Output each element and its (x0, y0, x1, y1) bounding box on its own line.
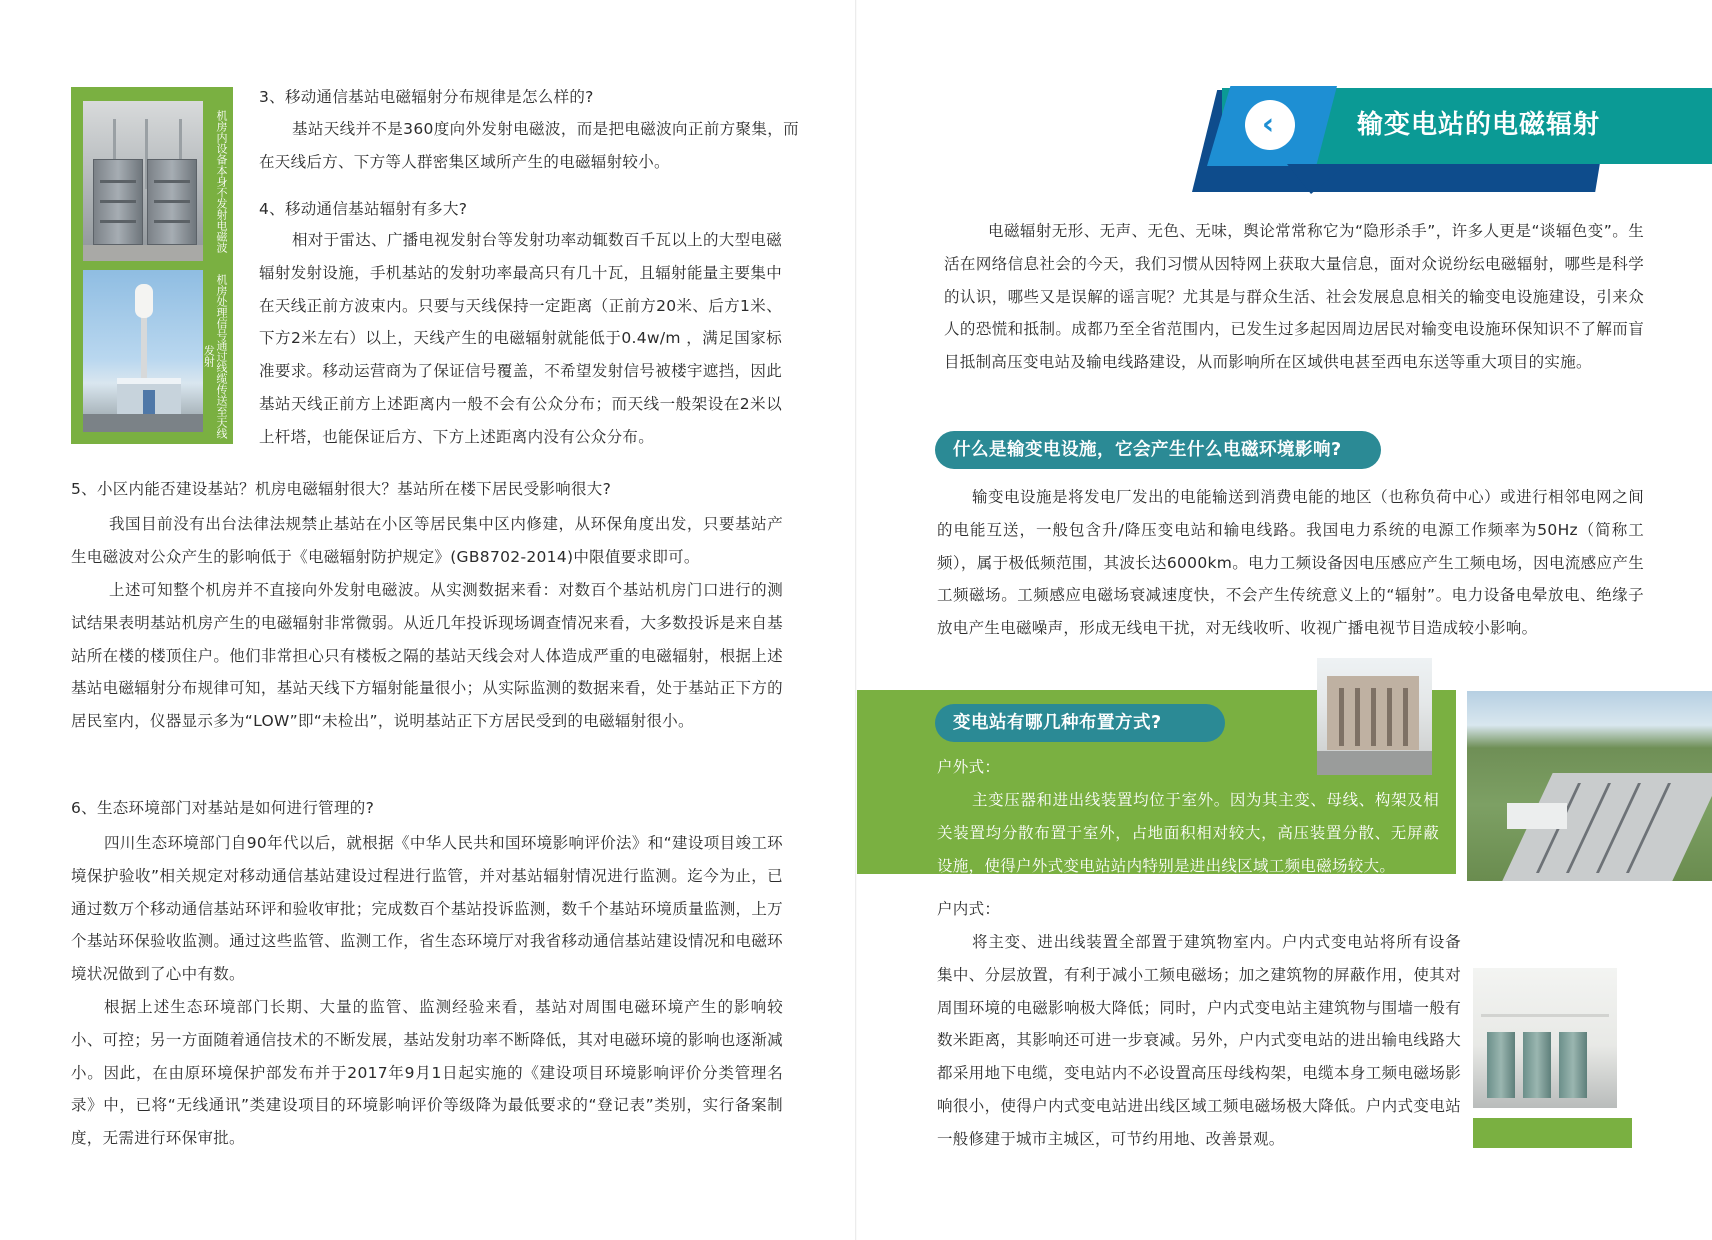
outdoor-label: 户外式： (937, 758, 1001, 776)
rooftop-antenna-photo (83, 270, 203, 432)
q4-heading: 4、移动通信基站辐射有多大? (259, 200, 468, 218)
q5-para1: 我国目前没有出台法律法规禁止基站在小区等居民集中区内修建，从环保角度出发，只要基站产生电磁波对公众产生的影响低于《电磁辐射防护规定》(GB8702-2014)中限值要求即可。 (71, 515, 783, 566)
q6-para1: 四川生态环境部门自90年代以后，就根据《中华人民共和国环境影响评价法》和“建设项目竣工环境保护验收”相关规定对移动通信基站建设过程进行监管，并对基站辐射情况进行监测。迄今为止，已通过数万个移动通信基站环评和验收审批；完成数百个基站投诉监测，数千个基站环境质量监测，上万个基站环保验收监测。通过这些监管、监测工作，省生态环境厅对我省移动通信基站建设情况和电磁环境状况做到了心中有数。 (71, 834, 783, 984)
q4-body: 相对于雷达、广播电视发射台等发射功率动辄数百千瓦以上的大型电磁辐射发射设施，手机基站的发射功率最高只有几十瓦，且辐射能量主要集中在天线正前方波束内。只要与天线保持一定距离（正前方20米、后方1米、下方2米左右）以上，天线产生的电磁辐射就能低于0.4w/m ，满足国家标准要求。移动运营商为了保证信号覆盖，不希望发射信号被楼宇遮挡，因此基站天线正前方上述距离内一般不会有公众分布；而天线一般架设在2米以上杆塔，也能保证后方、下方上述距离内没有公众分布。 (259, 231, 782, 446)
chevron-left-circle-icon: ‹ (1245, 100, 1295, 150)
indoor-body: 将主变、进出线装置全部置于建筑物室内。户内式变电站将所有设备集中、分层放置，有利于减小工频电磁场；加之建筑物的屏蔽作用，使其对周围环境的电磁影响极大降低；同时，户内式变电站主建筑物与围墙一般有数米距离，其影响还可进一步衰减。另外，户内式变电站的进出输电线路大都采用地下电缆，变电站内不必设置高压母线构架，电缆本身工频电磁场影响很小，使得户内式变电站进出线区域工频电磁场极大降低。户内式变电站一般修建于城市主城区，可节约用地、改善景观。 (937, 933, 1461, 1148)
substation-building-photo (1317, 658, 1432, 775)
intro-paragraph: 电磁辐射无形、无声、无色、无味，舆论常常称它为“隐形杀手”，许多人更是“谈辐色变”。生活在网络信息社会的今天，我们习惯从因特网上获取大量信息，面对众说纷纭电磁辐射，哪些是科学的认识，哪些又是误解的谣言呢？尤其是与群众生活、社会发展息息相关的输变电设施建设，引来众人的恐慌和抵制。成都乃至全省范围内，已发生过多起因周边居民对输变电设施环保知识不了解而盲目抵制高压变电站及输电线路建设，从而影响所在区域供电甚至西电东送等重大项目的实施。 (944, 222, 1644, 372)
indoor-photo-caption: 机房内设备本身不发射电磁波 (215, 109, 228, 253)
q5-para2: 上述可知整个机房并不直接向外发射电磁波。从实测数据来看：对数百个基站机房门口进行的测试结果表明基站机房产生的电磁辐射非常微弱。从近几年投诉现场调查情况来看，大多数投诉是来自基站所在楼的楼顶住户。他们非常担心只有楼板之隔的基站天线会对人体造成严重的电磁辐射，根据上述基站电磁辐射分布规律可知，基站天线下方辐射能量很小；从实际监测的数据来看，处于基站正下方的居民室内，仪器显示多为“LOW”即“未检出”，说明基站正下方居民受到的电磁辐射很小。 (71, 581, 783, 731)
indoor-label: 户内式： (937, 900, 1001, 918)
right-page (857, 0, 1712, 1240)
photo-panel (71, 87, 233, 444)
page-title: 输变电站的电磁辐射 (1357, 110, 1601, 140)
left-page (0, 0, 855, 1240)
outdoor-photo-caption: 机房处理信号通过线缆传送至天线发射 (202, 273, 228, 439)
section-heading-layout: 变电站有哪几种布置方式? (935, 704, 1225, 742)
indoor-substation-photo (1473, 968, 1617, 1108)
q3-body: 基站天线并不是360度向外发射电磁波，而是把电磁波向正前方聚集，而在天线后方、下方等人群密集区域所产生的电磁辐射较小。 (259, 120, 799, 171)
q6-para2: 根据上述生态环境部门长期、大量的监管、监测经验来看，基站对周围电磁环境产生的影响较小、可控；另一方面随着通信技术的不断发展，基站发射功率不断降低，其对电磁环境的影响也逐渐减小。因此，在由原环境保护部发布并于2017年9月1日起实施的《建设项目环境影响评价分类管理名录》中，已将“无线通讯”类建设项目的环境影响评价等级降为最低要求的“登记表”类别，实行备案制度，无需进行环保审批。 (71, 998, 783, 1148)
decorative-green-bar (1473, 1118, 1632, 1148)
q5-heading: 5、小区内能否建设基站？机房电磁辐射很大？基站所在楼下居民受影响很大? (71, 480, 612, 498)
facilities-body: 输变电设施是将发电厂发出的电能输送到消费电能的地区（也称负荷中心）或进行相邻电网之间的电能互送，一般包含升/降压变电站和输电线路。我国电力系统的电源工作频率为50Hz（简称工频），属于极低频范围，其波长达6000km。电力工频设备因电压感应产生工频电场，因电流感应产生工频磁场。工频感应电磁场衰减速度快，不会产生传统意义上的“辐射”。电力设备电晕放电、绝缘子放电产生电磁噪声，形成无线电干扰，对无线收听、收视广播电视节目造成较小影响。 (937, 488, 1644, 638)
outdoor-body: 主变压器和进出线装置均位于室外。因为其主变、母线、构架及相关装置均分散布置于室外，占地面积相对较大，高压装置分散、无屏蔽设施，使得户外式变电站站内特别是进出线区域工频电磁场较大。 (937, 791, 1439, 875)
equipment-room-photo (83, 101, 203, 261)
outdoor-substation-aerial-photo (1467, 691, 1712, 881)
section-heading-facilities: 什么是输变电设施，它会产生什么电磁环境影响? (935, 431, 1381, 469)
q3-heading: 3、移动通信基站电磁辐射分布规律是怎么样的? (259, 88, 594, 106)
q6-heading: 6、生态环境部门对基站是如何进行管理的? (71, 799, 375, 817)
